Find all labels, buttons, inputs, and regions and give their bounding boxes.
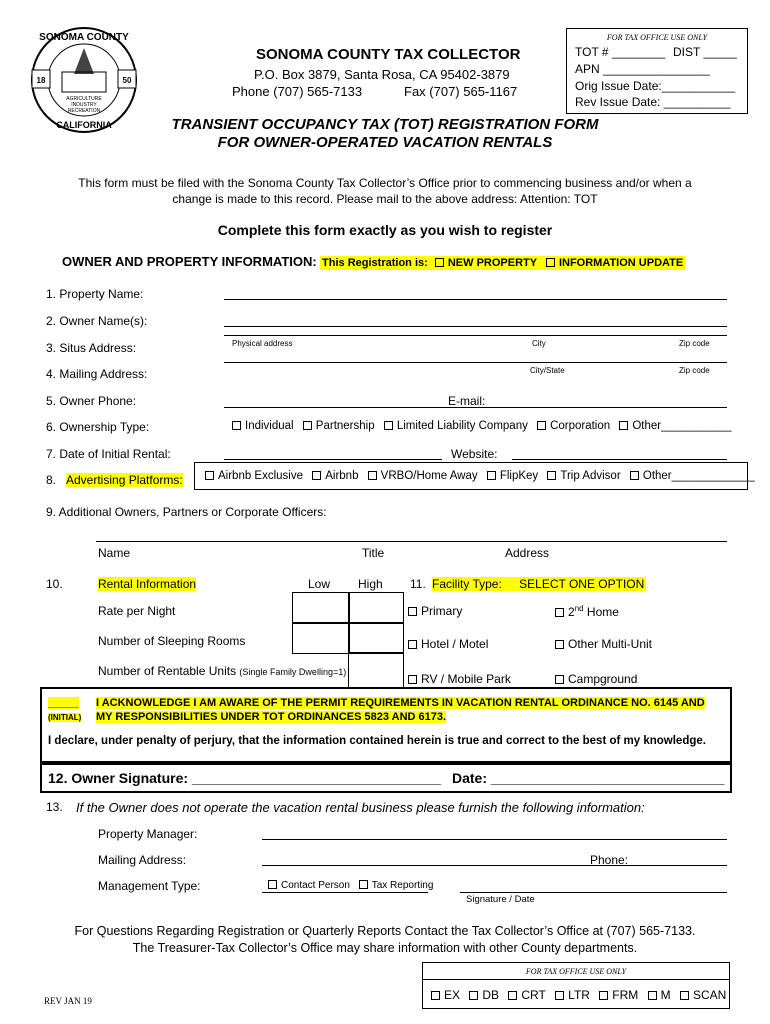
form-title: TRANSIENT OCCUPANCY TAX (TOT) REGISTRATION FORM: [171, 116, 599, 133]
initial-label: (INITIAL): [48, 713, 82, 722]
management-type-label: Management Type:: [98, 879, 201, 893]
trip-advisor-checkbox[interactable]: [547, 471, 556, 480]
corporation-checkbox[interactable]: [537, 421, 546, 430]
high-header: High: [358, 577, 383, 591]
org-fax: Fax (707) 565-1167: [404, 84, 518, 99]
footer-questions: For Questions Regarding Registration or Quarterly Reports Contact the Tax Collector’s Office at (707) 565-7133.: [74, 924, 696, 938]
registration-type-group: [320, 256, 685, 270]
manager-number: 13.: [46, 800, 63, 814]
scan-label: SCAN: [692, 988, 727, 1002]
office-use-box-bottom: [422, 962, 730, 1009]
advertising-platforms-box: [194, 462, 755, 490]
facility-second-home: [555, 604, 619, 619]
ltr-checkbox[interactable]: [555, 991, 564, 1000]
form-subtitle: FOR OWNER-OPERATED VACATION RENTALS: [217, 134, 553, 151]
llc-label: Limited Liability Company: [396, 420, 528, 432]
second-home-label: Home: [583, 605, 619, 619]
airbnb-checkbox[interactable]: [312, 471, 321, 480]
property-name-label: 1. Property Name:: [46, 287, 144, 301]
frm-label: FRM: [612, 988, 639, 1002]
manager-intro: If the Owner does not operate the vacation rental business please furnish the following information:: [76, 800, 645, 815]
additional-owners-label: 9. Additional Owners, Partners or Corporate Officers:: [46, 505, 327, 519]
tax-reporting-checkbox[interactable]: [359, 880, 368, 889]
flipkey-checkbox[interactable]: [487, 471, 496, 480]
col-address-header: Address: [505, 546, 550, 560]
svg-text:RECREATION: RECREATION: [67, 108, 101, 114]
units-input[interactable]: [348, 652, 404, 688]
owner-signature-text: 12. Owner Signature: ________________________________: [48, 770, 442, 786]
manager-mailing-label: Mailing Address:: [98, 853, 187, 867]
owner-phone-label: 5. Owner Phone:: [46, 394, 137, 408]
advertising-number: 8.: [46, 473, 57, 487]
campground-label: Campground: [568, 672, 638, 686]
apn-field[interactable]: APN ________________: [575, 62, 710, 76]
second-home-num: 2: [568, 605, 575, 619]
sleeping-rooms-label: Number of Sleeping Rooms: [98, 634, 246, 648]
ltr-label: LTR: [568, 988, 590, 1002]
hotel-label: Hotel / Motel: [421, 637, 489, 651]
rate-per-night-label: Rate per Night: [98, 604, 176, 618]
col-title-header: Title: [362, 546, 385, 560]
management-type-line: [262, 892, 428, 893]
org-address: P.O. Box 3879, Santa Rosa, CA 95402-3879: [254, 67, 510, 82]
orig-issue-field[interactable]: Orig Issue Date:___________: [575, 79, 736, 93]
other-platform-checkbox[interactable]: [630, 471, 639, 480]
ex-checkbox[interactable]: [431, 991, 440, 1000]
airbnb-label: Airbnb: [325, 470, 359, 482]
city-hint: City: [532, 339, 546, 348]
hotel-checkbox[interactable]: [408, 640, 417, 649]
mailing-zip-hint: Zip code: [679, 366, 710, 375]
facility-type-text: Facility Type:: [432, 577, 502, 591]
owner-names-label: 2. Owner Name(s):: [46, 314, 148, 328]
rentable-units-label: [98, 664, 346, 678]
corporation-label: Corporation: [550, 420, 611, 432]
second-home-checkbox[interactable]: [555, 608, 564, 617]
frm-checkbox[interactable]: [599, 991, 608, 1000]
flipkey-label: FlipKey: [499, 470, 539, 482]
information-update-checkbox[interactable]: [546, 258, 555, 267]
office-use-codes: [431, 988, 732, 1002]
rentable-units-note: (Single Family Dwelling=1): [239, 667, 347, 677]
website-label: Website:: [451, 447, 498, 461]
property-manager-label: Property Manager:: [98, 827, 198, 841]
partnership-label: Partnership: [315, 420, 375, 432]
new-property-label: NEW PROPERTY: [447, 257, 537, 269]
svg-text:SONOMA COUNTY: SONOMA COUNTY: [39, 32, 129, 43]
initial-rental-label: 7. Date of Initial Rental:: [46, 447, 171, 461]
facility-type-label: [432, 577, 646, 591]
owner-names-input[interactable]: [224, 326, 727, 327]
vrbo-label: VRBO/Home Away: [380, 470, 478, 482]
airbnb-exclusive-label: Airbnb Exclusive: [218, 470, 304, 482]
office-use-title: FOR TAX OFFICE USE ONLY: [606, 33, 708, 42]
tax-reporting-label: Tax Reporting: [371, 880, 434, 891]
rate-high-input[interactable]: [348, 592, 404, 624]
initial-rental-input[interactable]: [224, 459, 442, 460]
website-input[interactable]: [512, 459, 727, 460]
col-name-header: Name: [98, 546, 131, 560]
manager-signature-input[interactable]: [460, 892, 727, 893]
manager-mailing-input[interactable]: [262, 865, 727, 866]
ack-line-2: MY RESPONSIBILITIES UNDER TOT ORDINANCES 5823 AND 6173.: [96, 711, 447, 723]
scan-checkbox[interactable]: [680, 991, 689, 1000]
other-ownership-label: Other___________: [632, 420, 732, 432]
section-header: [62, 254, 685, 269]
intro-line-1: This form must be filed with the Sonoma County Tax Collector’s Office prior to commencing business and/or when a: [78, 176, 692, 190]
rev-issue-field[interactable]: Rev Issue Date: __________: [575, 95, 731, 109]
low-header: Low: [308, 577, 331, 591]
intro-line-2: change is made to this record. Please mail to the above address: Attention: TOT: [172, 192, 598, 206]
footer-sharing: The Treasurer-Tax Collector’s Office may share information with other County departments.: [132, 941, 638, 955]
section-label: OWNER AND PROPERTY INFORMATION:: [62, 254, 317, 269]
office-use-bottom-title: FOR TAX OFFICE USE ONLY: [525, 967, 627, 976]
ownership-type-options: [232, 420, 737, 432]
acknowledgement-box: [40, 687, 732, 763]
llc-checkbox[interactable]: [384, 421, 393, 430]
crt-checkbox[interactable]: [508, 991, 517, 1000]
office-use-box-top: [566, 28, 748, 114]
property-name-input[interactable]: [224, 299, 727, 300]
revision-label: REV JAN 19: [44, 996, 92, 1006]
signature-date-hint: Signature / Date: [466, 894, 535, 905]
mailing-address-label: 4. Mailing Address:: [46, 367, 148, 381]
tot-field[interactable]: TOT # ________: [575, 45, 666, 59]
declaration-text: I declare, under penalty of perjury, that the information contained herein is true and correct to the best of my knowledge.: [48, 735, 706, 747]
facility-hotel: [408, 637, 488, 651]
rv-checkbox[interactable]: [408, 675, 417, 684]
crt-label: CRT: [521, 988, 546, 1002]
contact-person-label: Contact Person: [281, 880, 350, 891]
facility-multi-unit: [555, 637, 652, 651]
svg-text:INDUSTRY: INDUSTRY: [71, 102, 97, 108]
other-platform-label: Other_____________: [642, 470, 755, 482]
manager-phone-label: Phone:: [590, 853, 629, 867]
property-manager-input[interactable]: [262, 839, 727, 840]
signature-date-label[interactable]: [452, 770, 724, 786]
facility-campground: [555, 672, 637, 686]
email-label: E-mail:: [448, 394, 486, 408]
situs-address-input[interactable]: [224, 335, 727, 336]
multi-unit-checkbox[interactable]: [555, 640, 564, 649]
rv-label: RV / Mobile Park: [421, 672, 511, 686]
other-ownership-checkbox[interactable]: [619, 421, 628, 430]
advertising-label: Advertising Platforms:: [66, 473, 183, 487]
ex-label: EX: [444, 988, 461, 1002]
individual-label: Individual: [245, 420, 294, 432]
advertising-options: [205, 470, 761, 482]
db-label: DB: [482, 988, 500, 1002]
ownership-type-label: 6. Ownership Type:: [46, 420, 150, 434]
signature-date-text: Date: ______________________________: [452, 770, 725, 786]
svg-text:18: 18: [36, 76, 46, 85]
rooms-high-input[interactable]: [348, 622, 404, 654]
second-home-suffix: nd: [574, 604, 584, 613]
svg-text:AGRICULTURE: AGRICULTURE: [66, 96, 102, 102]
org-phone: Phone (707) 565-7133: [232, 84, 363, 99]
airbnb-exclusive-checkbox[interactable]: [205, 471, 214, 480]
m-label: M: [660, 988, 671, 1002]
contact-person-checkbox[interactable]: [268, 880, 277, 889]
owner-signature-label[interactable]: [48, 770, 441, 786]
new-property-checkbox[interactable]: [435, 258, 444, 267]
zip-hint: Zip code: [679, 339, 710, 348]
office-use-divider: [423, 979, 729, 980]
vrbo-checkbox[interactable]: [368, 471, 377, 480]
rate-low-input[interactable]: [292, 592, 350, 624]
db-checkbox[interactable]: [469, 991, 478, 1000]
dist-field[interactable]: DIST _____: [673, 45, 737, 59]
owner-phone-input[interactable]: [224, 407, 727, 408]
multi-unit-label: Other Multi-Unit: [568, 637, 653, 651]
campground-checkbox[interactable]: [555, 675, 564, 684]
org-name: SONOMA COUNTY TAX COLLECTOR: [256, 46, 521, 63]
physical-address-hint: Physical address: [232, 339, 293, 348]
svg-text:CALIFORNIA: CALIFORNIA: [56, 120, 112, 130]
management-type-options: [268, 880, 433, 891]
signature-box: [40, 763, 732, 793]
mailing-address-input[interactable]: [224, 362, 727, 363]
rental-info-label: Rental Information: [98, 577, 197, 591]
rental-number: 10.: [46, 577, 63, 591]
svg-text:50: 50: [122, 76, 132, 85]
facility-primary: [408, 604, 462, 618]
registration-is-label: This Registration is:: [322, 257, 428, 269]
rentable-units-text: Number of Rentable Units: [98, 664, 237, 678]
m-checkbox[interactable]: [648, 991, 657, 1000]
initial-blank[interactable]: _____: [48, 697, 79, 709]
ack-line-1: I ACKNOWLEDGE I AM AWARE OF THE PERMIT REQUIREMENTS IN VACATION RENTAL ORDINANCE NO. 6145 AND: [96, 697, 705, 709]
partnership-checkbox[interactable]: [303, 421, 312, 430]
trip-advisor-label: Trip Advisor: [560, 470, 621, 482]
complete-instruction: Complete this form exactly as you wish to register: [217, 222, 553, 238]
situs-address-label: 3. Situs Address:: [46, 341, 137, 355]
facility-number: 11.: [410, 577, 426, 591]
primary-label: Primary: [421, 604, 463, 618]
information-update-label: INFORMATION UPDATE: [558, 257, 684, 269]
individual-checkbox[interactable]: [232, 421, 241, 430]
rooms-low-input[interactable]: [292, 622, 350, 654]
primary-checkbox[interactable]: [408, 607, 417, 616]
additional-owners-input[interactable]: [96, 541, 727, 542]
citystate-hint: City/State: [530, 366, 565, 375]
facility-rv: [408, 672, 511, 686]
select-one-option: SELECT ONE OPTION: [519, 577, 645, 591]
